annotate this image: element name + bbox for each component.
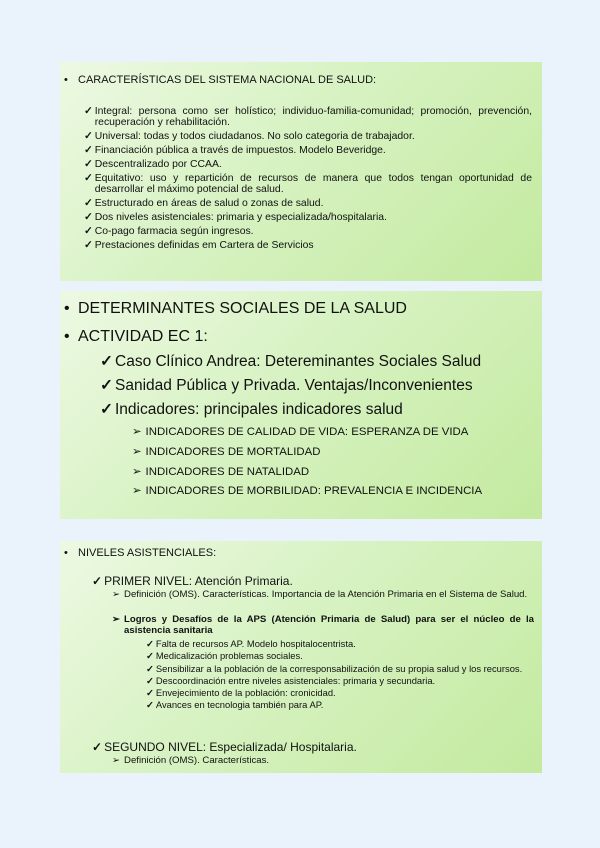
slide3-heading: • NIVELES ASISTENCIALES: bbox=[64, 547, 216, 559]
check-icon: ✓ bbox=[146, 699, 154, 711]
list-item: ✓ Integral: persona como ser holístico; individuo-familia-comunidad; promoción, prevención, recuperación y rehabilitación. bbox=[84, 106, 532, 128]
check-icon: ✓ bbox=[84, 159, 93, 170]
level1-definition: ➢ Definición (OMS). Características. Importancia de la Atención Primaria en el Sistema de Salud. bbox=[112, 589, 528, 600]
indicator-item: ➢ INDICADORES DE MORTALIDAD bbox=[132, 446, 321, 458]
check-icon: ✓ bbox=[146, 662, 154, 674]
check-icon: ✓ bbox=[146, 638, 154, 649]
list-item: ✓ Envejecimiento de la población: cronicidad. bbox=[146, 687, 336, 699]
slide2-main-item-2: • ACTIVIDAD EC 1: bbox=[64, 328, 208, 346]
logros-list bbox=[146, 639, 536, 713]
list-item: ✓ Descentralizado por CCAA. bbox=[84, 159, 222, 170]
list-item: ✓ Dos niveles asistenciales: primaria y especializada/hospitalaria. bbox=[84, 212, 387, 223]
level2-title: ✓ SEGUNDO NIVEL: Especializada/ Hospitalaria. bbox=[92, 740, 357, 754]
check-icon: ✓ bbox=[92, 574, 103, 588]
list-item: ✓ Universal: todas y todos ciudadanos. No solo categoria de trabajador. bbox=[84, 131, 415, 142]
check-icon: ✓ bbox=[84, 173, 93, 184]
list-item: ✓ Descoordinación entre niveles asistenciales: primaria y secundaria. bbox=[146, 674, 436, 686]
check-icon: ✓ bbox=[84, 145, 93, 156]
arrow-bullet-icon: ➢ bbox=[132, 426, 142, 438]
check-icon: ✓ bbox=[100, 377, 113, 394]
list-item: ✓ Estructurado en áreas de salud o zonas de salud. bbox=[84, 198, 324, 209]
indicator-item: ➢ INDICADORES DE MORBILIDAD: PREVALENCIA E INCIDENCIA bbox=[132, 485, 483, 497]
list-item: ✓ Prestaciones definidas em Cartera de Servicios bbox=[84, 240, 314, 251]
check-icon: ✓ bbox=[84, 131, 93, 142]
indicator-item: ➢ INDICADORES DE CALIDAD DE VIDA: ESPERANZA DE VIDA bbox=[132, 426, 469, 438]
arrow-bullet-icon: ➢ bbox=[112, 755, 121, 766]
slide-niveles bbox=[60, 541, 542, 773]
slide2-sub-item: ✓ Caso Clínico Andrea: Detereminantes Sociales Salud bbox=[100, 353, 482, 370]
check-icon: ✓ bbox=[92, 740, 103, 754]
list-item: ✓ Equitativo: uso y repartición de recursos de manera que todos tengan oportunidad de desarrollar el máximo potencial de salud. bbox=[84, 173, 532, 195]
slide2-sub-item: ✓ Sanidad Pública y Privada. Ventajas/Inconvenientes bbox=[100, 377, 473, 394]
slide2-main-item-1: • DETERMINANTES SOCIALES DE LA SALUD bbox=[64, 300, 407, 318]
check-icon: ✓ bbox=[100, 353, 113, 370]
arrow-bullet-icon: ➢ bbox=[112, 589, 121, 600]
level2-definition: ➢ Definición (OMS). Características. bbox=[112, 755, 270, 766]
list-item: ✓ Co-pago farmacia según ingresos. bbox=[84, 226, 254, 237]
slide1-heading: • CARACTERÍSTICAS DEL SISTEMA NACIONAL DE SALUD: bbox=[64, 74, 376, 86]
indicator-item: ➢ INDICADORES DE NATALIDAD bbox=[132, 466, 310, 478]
arrow-bullet-icon: ➢ bbox=[132, 466, 142, 478]
check-icon: ✓ bbox=[84, 226, 93, 237]
slide-caracteristicas bbox=[60, 62, 542, 281]
list-item: ✓ Medicalización problemas sociales. bbox=[146, 650, 303, 662]
level1-title: ✓ PRIMER NIVEL: Atención Primaria. bbox=[92, 574, 293, 588]
arrow-bullet-icon: ➢ bbox=[132, 485, 142, 497]
check-icon: ✓ bbox=[146, 674, 154, 686]
check-icon: ✓ bbox=[84, 212, 93, 223]
list-item: ✓ Sensibilizar a la población de la corresponsabilización de su propia salud y los recursos. bbox=[146, 662, 523, 674]
slide2-sub-item: ✓ Indicadores: principales indicadores salud bbox=[100, 401, 403, 418]
list-item: ✓ Falta de recursos AP. Modelo hospitalocentrista. bbox=[146, 638, 356, 649]
check-icon: ✓ bbox=[146, 687, 154, 699]
slide-determinantes bbox=[60, 291, 542, 519]
check-icon: ✓ bbox=[146, 650, 154, 662]
check-icon: ✓ bbox=[84, 198, 93, 209]
arrow-bullet-icon: ➢ bbox=[132, 446, 142, 458]
level1-logros: ➢ Logros y Desafíos de la APS (Atención Primaria de Salud) para ser el núcleo de la asistencia sanitaria bbox=[112, 614, 534, 636]
check-icon: ✓ bbox=[100, 401, 113, 418]
check-icon: ✓ bbox=[84, 240, 93, 251]
check-icon: ✓ bbox=[84, 106, 93, 117]
list-item: ✓ Financiación pública a través de impuestos. Modelo Beveridge. bbox=[84, 145, 386, 156]
slide1-list bbox=[84, 106, 532, 254]
list-item: ✓ Avances en tecnologia también para AP. bbox=[146, 699, 324, 711]
arrow-bullet-icon: ➢ bbox=[112, 614, 121, 625]
